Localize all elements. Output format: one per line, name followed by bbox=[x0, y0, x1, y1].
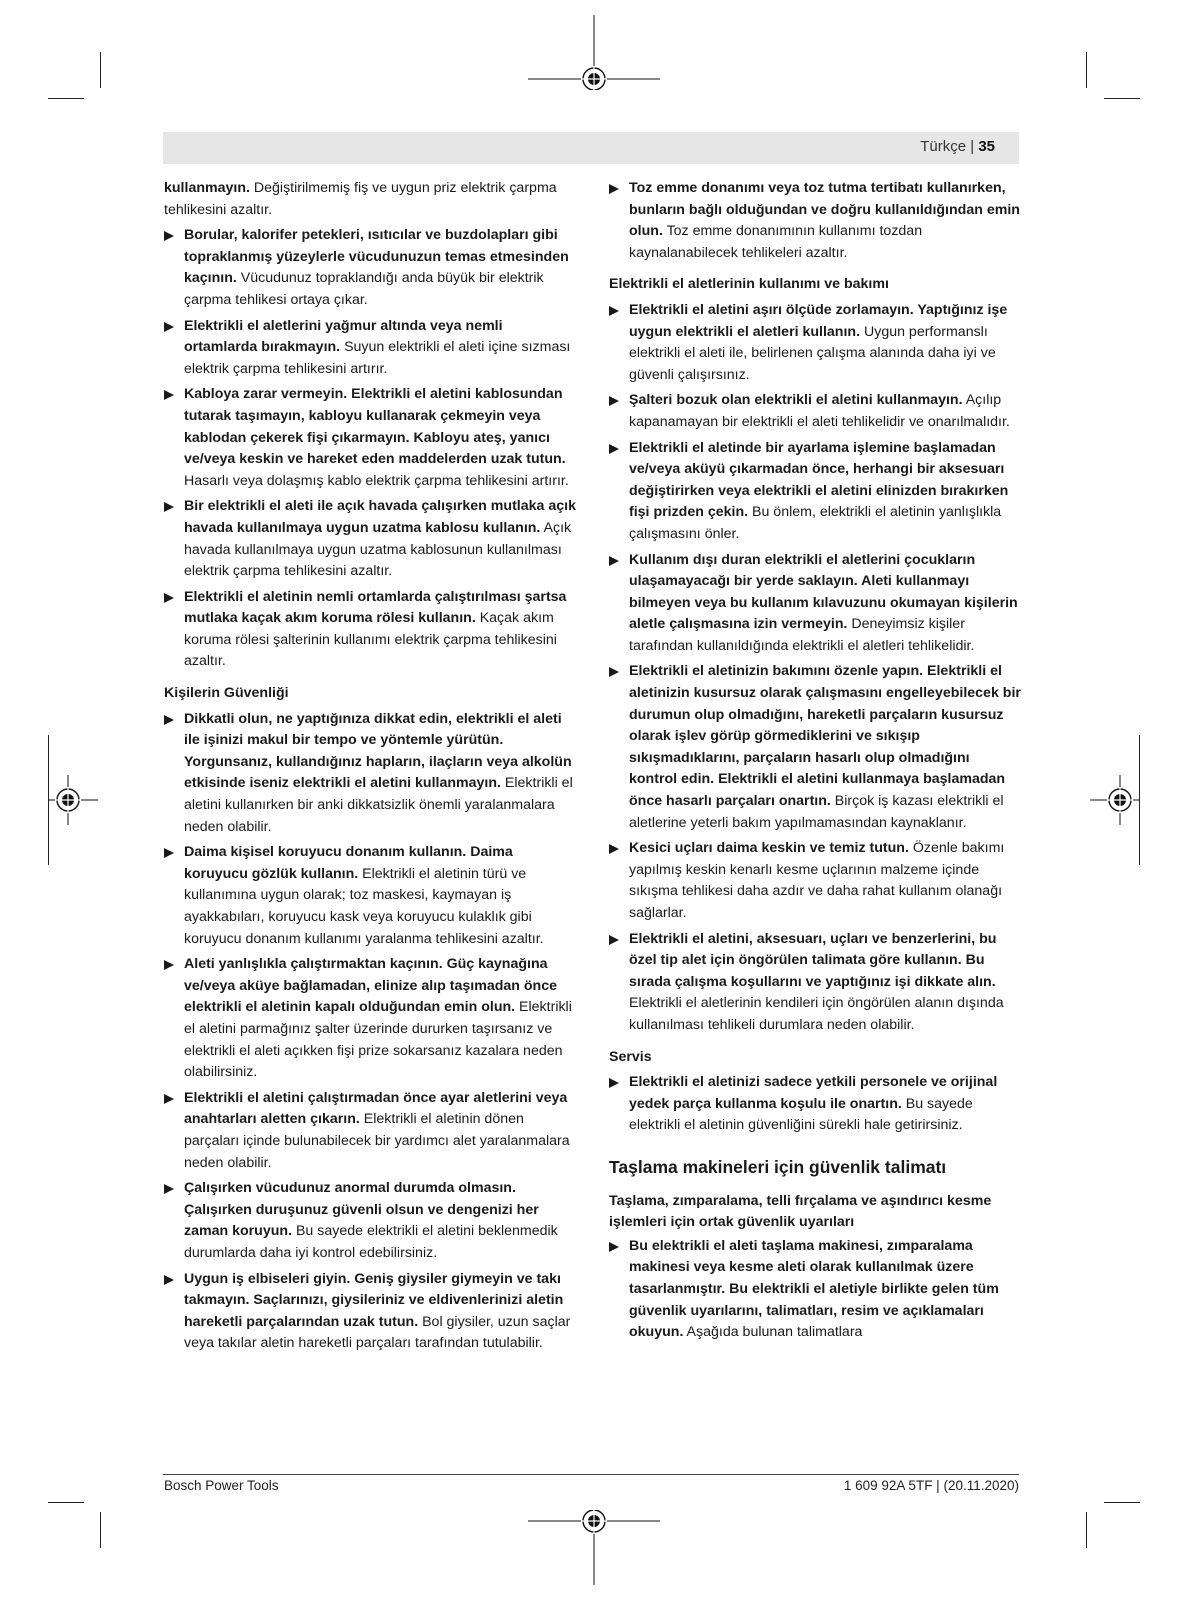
item-text: Vücudunuz topraklandığı anda büyük bir elektrik çarpma tehlikesi ortaya çıkar. bbox=[184, 270, 544, 308]
list-item bbox=[609, 1236, 1021, 1344]
para-text: Değiştirilmemiş fiş ve uygun priz elektrik çarpma tehlikesini azaltır. bbox=[164, 180, 557, 218]
item-bold: Kesici uçları daima keskin ve temiz tutun. bbox=[629, 840, 909, 857]
list-item bbox=[164, 384, 576, 492]
list-item bbox=[164, 1088, 576, 1174]
item-text: Özenle bakımı yapılmış keskin kenarlı kesme uçlarının malzeme içinde sıkışma tehlikesi daha azdır ve daha rahat kullanım olanağı sağlarlar. bbox=[629, 840, 1005, 921]
footer-doc-id: 1 609 92A 5TF | (20.11.2020) bbox=[843, 1478, 1019, 1493]
bullet-triangle-icon bbox=[164, 390, 174, 400]
section-title: Servis bbox=[609, 1048, 652, 1065]
list-item bbox=[164, 954, 576, 1084]
bullet-triangle-icon bbox=[609, 306, 619, 316]
list-item bbox=[164, 1178, 576, 1264]
item-bold: Elektrikli el aletinin nemli ortamlarda çalıştırılması şartsa mutlaka kaçak akım koruma rölesi kullanın. bbox=[184, 588, 567, 627]
page-number: 35 bbox=[978, 138, 995, 155]
item-bold: Çalışırken vücudunuz anormal durumda olmasın. Çalışırken duruşunuz güvenli olsun ve dengenizi her zaman koruyun. bbox=[184, 1180, 539, 1240]
item-bold: Şalteri bozuk olan elektrikli el aletini kullanmayın. bbox=[629, 392, 963, 409]
item-text: Elektrikli el aletlerinin kendileri için öngörülen alanın dışında kullanılması tehlikeli durumlara neden olabilir. bbox=[629, 995, 1004, 1033]
item-text: Birçok iş kazası elektrikli el aletlerine yeterli bakım yapılmamasından kaynaklanır. bbox=[629, 793, 1004, 831]
list-item bbox=[609, 300, 1021, 386]
item-text: Bu önlem, elektrikli el aletinin yanlışlıkla çalışmasını önler. bbox=[629, 504, 1002, 542]
list-item bbox=[164, 1269, 576, 1355]
crop-mark bbox=[48, 1502, 84, 1503]
footer-brand: Bosch Power Tools bbox=[164, 1478, 279, 1493]
bullet-triangle-icon bbox=[609, 444, 619, 454]
bullet-triangle-icon bbox=[609, 935, 619, 945]
item-text: Toz emme donanımının kullanımı tozdan kaynalanabilecek tehlikeleri azaltır. bbox=[629, 223, 923, 261]
section-title: Kişilerin Güvenliği bbox=[164, 685, 289, 702]
item-bold: Elektrikli el aletini aşırı ölçüde zorlamayın. Yaptığınız işe uygun elektrikli el aletleri kullanın. bbox=[629, 301, 1008, 340]
bullet-triangle-icon bbox=[609, 1078, 619, 1088]
list-item bbox=[609, 1072, 1021, 1137]
bullet-triangle-icon bbox=[164, 960, 174, 970]
item-text: Bol giysiler, uzun saçlar veya takılar aletin hareketli parçaları tarafından tutulabilir. bbox=[184, 1313, 571, 1352]
item-bold: Dikkatli olun, ne yaptığınıza dikkat edin, elektrikli el aleti ile işinizi makul bir tempo ve yöntemle yürütün. Yorgunsanız, kullandığınız hapların, ilaçların veya alkolün etkisinde iseniz elektrikli el aletini kullanmayın. bbox=[184, 710, 572, 792]
header-separator: | bbox=[966, 138, 979, 155]
crop-mark bbox=[1104, 98, 1140, 99]
bullet-triangle-icon bbox=[609, 184, 619, 194]
item-bold: Elektrikli el aletinizi sadece yetkili personele ve orijinal yedek parça kullanma koşulu ile onartın. bbox=[629, 1074, 998, 1112]
list-item bbox=[609, 390, 1021, 433]
bullet-triangle-icon bbox=[164, 502, 174, 512]
item-bold: Elektrikli el aletinizin bakımını özenle yapın. Elektrikli el aletinizin kusursuz olarak çalışmasını engelleyebilecek bir durumun olup olmadığını, hareketli parçaların kusursuz olarak işlev görüp görmediklerini ve sıkışıp sıkışmadıklarını, parçaların hasarlı olup olmadığını kontrol edin. Elektrikli el aletini kullanmaya başlamadan önce hasarlı parçaları onartın. bbox=[629, 663, 1021, 810]
item-text: Elektrikli el aletinin dönen parçaları içinde bulunabilecek bir yardımcı alet yaralanmalara neden olabilir. bbox=[184, 1111, 570, 1171]
bullet-triangle-icon bbox=[164, 1275, 174, 1285]
list-item bbox=[609, 438, 1021, 546]
item-text: Bu sayede elektrikli el aletinin güvenliğini sürekli hale getirirsiniz. bbox=[629, 1095, 973, 1134]
item-text: Açık havada kullanılmaya uygun uzatma kablosunun kullanılması elektrik çarpma tehlikesini azaltır. bbox=[184, 519, 572, 580]
warning-heading: Taşlama, zımparalama, telli fırçalama ve aşındırıcı kesme işlemleri için ortak güvenlik uyarıları bbox=[609, 1192, 992, 1231]
bullet-triangle-icon bbox=[164, 593, 174, 603]
bullet-triangle-icon bbox=[609, 667, 619, 677]
item-bold: Borular, kalorifer petekleri, ısıtıcılar ve buzdolapları gibi topraklanmış yüzeylerle vücudunuzun temas etmesinden kaçının. bbox=[184, 227, 569, 287]
bullet-triangle-icon bbox=[609, 1242, 619, 1252]
item-bold: Elektrikli el aletini çalıştırmadan önce ayar aletlerini veya anahtarları aletten çıkarın. bbox=[184, 1089, 568, 1128]
item-text: Açılıp kapanamayan bir elektrikli el aleti tehlikelidir ve onarılmalıdır. bbox=[629, 392, 1010, 430]
right-column bbox=[609, 178, 1021, 1348]
page-header bbox=[163, 132, 1019, 164]
crop-mark bbox=[1086, 52, 1087, 88]
list-item bbox=[164, 225, 576, 311]
registration-mark-top-icon bbox=[528, 10, 660, 90]
bullet-triangle-icon bbox=[164, 322, 174, 332]
item-text: Kaçak akım koruma rölesi şalterinin kullanımı elektrik çarpma tehlikesini azaltır. bbox=[184, 610, 557, 670]
item-text: Deneyimsiz kişiler tarafından kullanıldığında elektrikli el aletleri tehlikelidir. bbox=[629, 616, 975, 654]
item-text: Hasarlı veya dolaşmış kablo elektrik çarpma tehlikesini artırır. bbox=[184, 472, 569, 489]
list-item bbox=[164, 316, 576, 381]
list-item bbox=[164, 842, 576, 950]
item-text: Elektrikli el aletini kullanırken bir anki dikkatsizlik önemli yaralanmalara neden olabilir. bbox=[184, 775, 573, 835]
registration-mark-right-icon bbox=[1090, 775, 1140, 825]
registration-mark-left-icon bbox=[48, 775, 98, 825]
list-item bbox=[609, 929, 1021, 1037]
bullet-triangle-icon bbox=[164, 1094, 174, 1104]
item-bold: Kabloya zarar vermeyin. Elektrikli el aletini kablosundan tutarak taşımayın, kabloyu kullanarak çekmeyin veya kablodan çekerek fişi çıkarmayın. Kabloyu ateş, yanıcı ve/veya keskin ve hareket eden maddelerden uzak tutun. bbox=[184, 386, 566, 468]
item-text: Elektrikli el aletinin türü ve kullanımına uygun olarak; toz maskesi, kaymayan iş ayakkabıları, koruyucu kask veya koruyucu kulaklık gibi koruyucu donanım kullanımı yaralanma tehlikesini azaltır. bbox=[184, 865, 544, 947]
bullet-triangle-icon bbox=[164, 848, 174, 858]
header-language: Türkçe bbox=[920, 138, 967, 155]
list-item bbox=[609, 661, 1021, 834]
list-item bbox=[164, 496, 576, 582]
item-bold: Bir elektrikli el aleti ile açık havada çalışırken mutlaka açık havada kullanılmaya uygun uzatma kablosu kullanın. bbox=[184, 498, 576, 536]
list-item bbox=[609, 838, 1021, 924]
item-text: Uygun performanslı elektrikli el aleti ile, belirlenen çalışma alanında daha iyi ve güvenli çalışırsınız. bbox=[629, 323, 996, 383]
list-item bbox=[164, 709, 576, 839]
para-bold: kullanmayın. bbox=[164, 180, 250, 196]
item-text: Elektrikli el aletini parmağınız şalter üzerinde dururken taşırsanız ve elektrikli el aleti açıkken fişi prize sokarsanız kazalara neden olabilirsiniz. bbox=[184, 999, 572, 1081]
item-bold: Aleti yanlışlıkla çalıştırmaktan kaçının. Güç kaynağına ve/veya aküye bağlamadan, elinize alıp taşımadan önce elektrikli el aletinin kapalı olduğundan emin olun. bbox=[184, 956, 557, 1016]
crop-mark bbox=[1104, 1502, 1140, 1503]
list-item bbox=[164, 587, 576, 673]
crop-mark bbox=[48, 98, 84, 99]
item-bold: Uygun iş elbiseleri giyin. Geniş giysiler giymeyin ve takı takmayın. Saçlarınızı, giysileriniz ve eldivenlerinizi aletin hareketli parçalarından uzak tutun. bbox=[184, 1270, 564, 1330]
item-bold: Daima kişisel koruyucu donanım kullanın. Daima koruyucu gözlük kullanın. bbox=[184, 844, 513, 882]
header-text bbox=[920, 138, 995, 155]
item-bold: Elektrikli el aletlerini yağmur altında veya nemli ortamlarda bırakmayın. bbox=[184, 317, 503, 356]
crop-mark bbox=[100, 52, 101, 88]
list-item bbox=[609, 550, 1021, 658]
crop-mark bbox=[100, 1512, 101, 1548]
left-column bbox=[164, 178, 576, 1359]
footer-rule bbox=[163, 1474, 1019, 1475]
crop-mark bbox=[1086, 1512, 1087, 1548]
bullet-triangle-icon bbox=[609, 396, 619, 406]
item-bold: Bu elektrikli el aleti taşlama makinesi, zımparalama makinesi veya kesme aleti olarak kullanılmak üzere tasarlanmıştır. Bu elektrikli el aletiyle birlikte gelen tüm güvenlik uyarılarını, talimatları, resim ve açıklamaları okuyun. bbox=[629, 1237, 999, 1341]
list-item bbox=[609, 178, 1021, 264]
item-bold: Elektrikli el aletini, aksesuarı, uçları ve benzerlerini, bu özel tip alet için öngörülen talimata göre kullanın. Bu sırada çalışma koşullarını ve yaptığınız işi dikkate alın. bbox=[629, 930, 997, 990]
item-bold: Kullanım dışı duran elektrikli el aletlerini çocukların ulaşamayacağı bir yerde saklayın. Aleti kullanmayı bilmeyen veya bu kullanım kılavuzunu okumayan kişilerin aletle çalışmasına izin vermeyin. bbox=[629, 551, 1018, 633]
continued-paragraph bbox=[164, 178, 576, 221]
registration-mark-bottom-icon bbox=[528, 1510, 660, 1590]
bullet-triangle-icon bbox=[164, 1184, 174, 1194]
bullet-triangle-icon bbox=[164, 715, 174, 725]
item-text: Bu sayede elektrikli el aletini beklenmedik durumlarda daha iyi kontrol edebilirsiniz. bbox=[184, 1223, 558, 1261]
item-bold: Toz emme donanımı veya toz tutma tertibatı kullanırken, bunların bağlı olduğundan ve doğru kullanıldığından emin olun. bbox=[629, 180, 1020, 240]
bullet-triangle-icon bbox=[164, 231, 174, 241]
section-heading: Taşlama makineleri için güvenlik talimatı bbox=[609, 1156, 947, 1177]
bullet-triangle-icon bbox=[609, 844, 619, 854]
section-title: Elektrikli el aletlerinin kullanımı ve bakımı bbox=[609, 276, 889, 293]
item-text: Aşağıda bulunan talimatlara bbox=[683, 1324, 863, 1341]
item-bold: Elektrikli el aletinde bir ayarlama işlemine başlamadan ve/veya aküyü çıkarmadan önce, herhangi bir aksesuarı değiştirirken veya elektrikli el aletini elinizden bırakırken fişi prizden çekin. bbox=[629, 439, 1009, 521]
item-text: Suyun elektrikli el aleti içine sızması elektrik çarpma tehlikesini artırır. bbox=[184, 339, 571, 377]
bullet-triangle-icon bbox=[609, 556, 619, 566]
